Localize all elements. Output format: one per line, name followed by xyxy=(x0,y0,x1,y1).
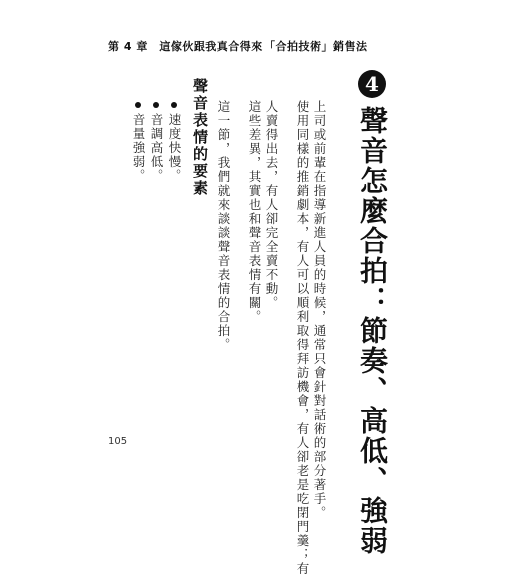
sub-heading: 聲音表情的要素 xyxy=(191,78,209,197)
list-item-text: 音調高低。 xyxy=(149,113,164,183)
bullet-icon xyxy=(135,102,141,108)
paragraph-line: 人賣得出去，有人卻完全賣不動。 xyxy=(264,100,279,310)
section-title: 聲音怎麼合拍：節奏、高低、強弱 xyxy=(356,106,389,556)
section-number-badge: 4 xyxy=(358,70,386,98)
bullet-icon xyxy=(171,102,177,108)
page-number: 105 xyxy=(108,436,128,447)
paragraph-line: 這些差異，其實也和聲音表情有關。 xyxy=(247,100,262,324)
paragraph-line: 這一節，我們就來談談聲音表情的合拍。 xyxy=(216,100,231,352)
list-item xyxy=(148,102,165,183)
running-header xyxy=(0,38,520,52)
book-title-header: 「合拍技術」銷售法 xyxy=(264,40,368,53)
list-item-text: 速度快慢。 xyxy=(167,113,182,183)
list-item xyxy=(166,102,183,183)
bullet-icon xyxy=(153,102,159,108)
paragraph-line: 使用同樣的推銷劇本，有人可以順利取得拜訪機會，有人卻老是吃閉門羹；有 xyxy=(295,100,310,576)
chapter-header: 第 4 章 這傢伙跟我真合得來 xyxy=(108,40,263,53)
paragraph-line: 上司或前輩在指導新進人員的時候，通常只會針對話術的部分著手。 xyxy=(312,100,327,520)
list-item-text: 音量強弱。 xyxy=(131,113,146,183)
list-item xyxy=(130,102,147,183)
